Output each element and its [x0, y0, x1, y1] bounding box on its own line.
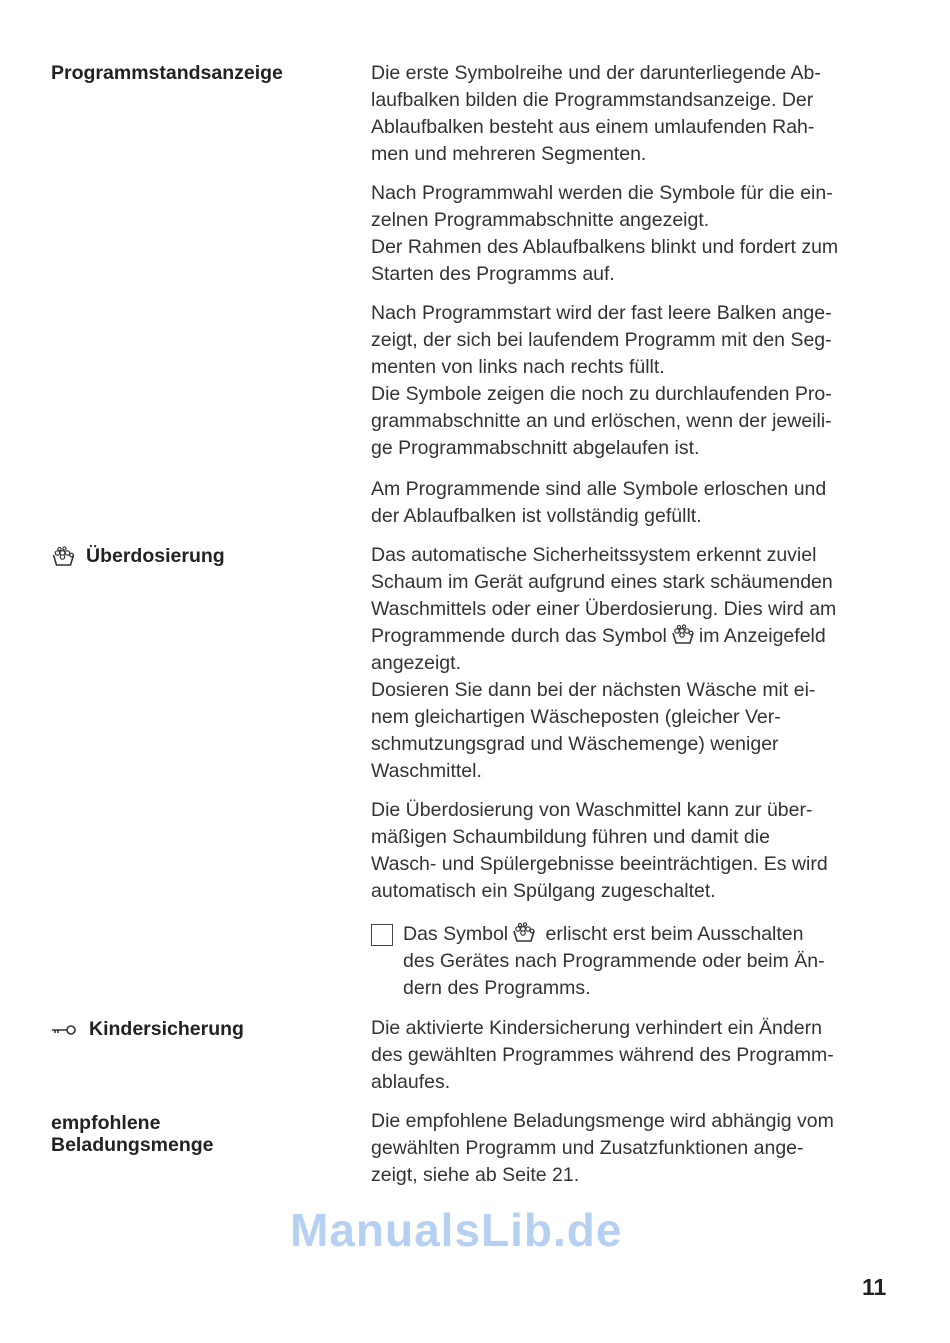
- paragraph: Die aktivierte Kindersicherung verhindert ein Ändern des gewählten Programmes während des Programm- ablaufes.: [371, 1017, 834, 1093]
- term-kindersicherung: Kindersicherung: [51, 1018, 244, 1040]
- key-icon: [51, 1024, 77, 1036]
- paragraph: Nach Programmstart wird der fast leere Balken ange- zeigt, der sich bei laufendem Programm mit den Seg- menten von links nach rechts füllt. Die Symbole zeigen die noch zu durchlaufenden Pro- grammabschnitte an und erlöschen, wenn der jeweili- ge Programmabschnitt abgelaufen ist.: [371, 302, 832, 459]
- paragraph: Die erste Symbolreihe und der darunterliegende Ab- laufbalken bilden die Programmstandsanzeige. Der Ablaufbalken besteht aus einem umlaufenden Rah- men und mehreren Segmenten.: [371, 62, 821, 165]
- term-empfohlene-beladungsmenge: empfohlene Beladungsmenge: [51, 1112, 214, 1156]
- term-ueberdosierung: Überdosierung: [51, 545, 225, 567]
- note-box-icon: [371, 924, 393, 946]
- page-number: 11: [862, 1274, 887, 1300]
- paragraph: Die Überdosierung von Waschmittel kann zur über- mäßigen Schaumbildung führen und damit die Wasch- und Spülergebnisse beeinträchtigen. Es wird automatisch ein Spülgang zugeschaltet.: [371, 799, 828, 902]
- note: Das Symbol erlischt erst beim Ausschalten des Gerätes nach Programmende oder beim Än- dern des Programms.: [371, 921, 825, 1002]
- watermark: ManualsLib.de: [290, 1204, 623, 1256]
- foam-icon: [512, 922, 536, 943]
- foam-icon: [51, 546, 76, 567]
- paragraph: Die empfohlene Beladungsmenge wird abhängig vom gewählten Programm und Zusatzfunktionen ange- zeigt, siehe ab Seite 21.: [371, 1110, 834, 1186]
- term-programmstandsanzeige: Programmstandsanzeige: [51, 62, 283, 84]
- paragraph: Das automatische Sicherheitssystem erkennt zuviel Schaum im Gerät aufgrund eines stark schäumenden Waschmittels oder einer Überdosierung. Dies wird am Programmende durch das Symbol im Anzeigefeld angezeigt. Dosieren Sie dann bei der nächsten Wäsche mit ei- nem gleichartigen Wäscheposten (gleicher Ver- schmutzungsgrad und Wäschemenge) weniger Waschmittel.: [371, 544, 837, 782]
- paragraph: Nach Programmwahl werden die Symbole für die ein- zelnen Programmabschnitte angezeigt. Der Rahmen des Ablaufbalkens blinkt und fordert zum Starten des Programms auf.: [371, 182, 839, 285]
- paragraph: Am Programmende sind alle Symbole erloschen und der Ablaufbalken ist vollständig gefüllt.: [371, 478, 827, 527]
- foam-icon: [671, 624, 695, 645]
